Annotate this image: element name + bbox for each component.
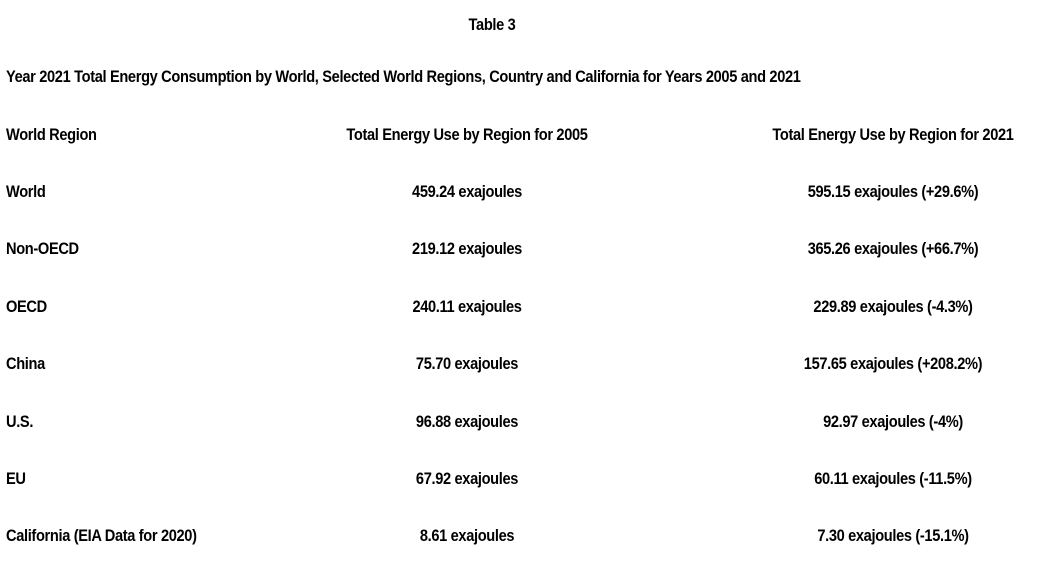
column-header-2021: Total Energy Use by Region for 2021 [772,125,1014,144]
table-caption: Table 3 [468,15,516,34]
row-nonoecd-2021: 365.26 exajoules (+66.7%) [807,239,979,258]
table-title: Year 2021 Total Energy Consumption by World, Selected World Regions, Country and California for Years 2005 and 2021 [6,67,801,86]
row-us-2005: 96.88 exajoules [415,412,519,431]
row-us-2021: 92.97 exajoules (-4%) [823,412,963,431]
column-header-region: World Region [6,125,97,144]
row-oecd-2021: 229.89 exajoules (-4.3%) [813,297,973,316]
row-california-2021: 7.30 exajoules (-15.1%) [817,526,969,545]
row-eu-region: EU [6,469,26,488]
row-china-2021: 157.65 exajoules (+208.2%) [803,354,983,373]
row-world-2021: 595.15 exajoules (+29.6%) [807,182,979,201]
row-oecd-region: OECD [6,297,47,316]
row-us-region: U.S. [6,412,34,431]
column-header-2005: Total Energy Use by Region for 2005 [346,125,588,144]
row-california-2005: 8.61 exajoules [419,526,515,545]
row-eu-2021: 60.11 exajoules (-11.5%) [814,469,972,488]
row-world-2005: 459.24 exajoules [412,182,522,201]
row-china-2005: 75.70 exajoules [415,354,519,373]
row-eu-2005: 67.92 exajoules [415,469,519,488]
row-world-region: World [6,182,46,201]
row-nonoecd-region: Non-OECD [6,239,79,258]
row-oecd-2005: 240.11 exajoules [412,297,522,316]
row-nonoecd-2005: 219.12 exajoules [412,239,522,258]
row-china-region: China [6,354,45,373]
row-california-region: California (EIA Data for 2020) [6,526,197,545]
